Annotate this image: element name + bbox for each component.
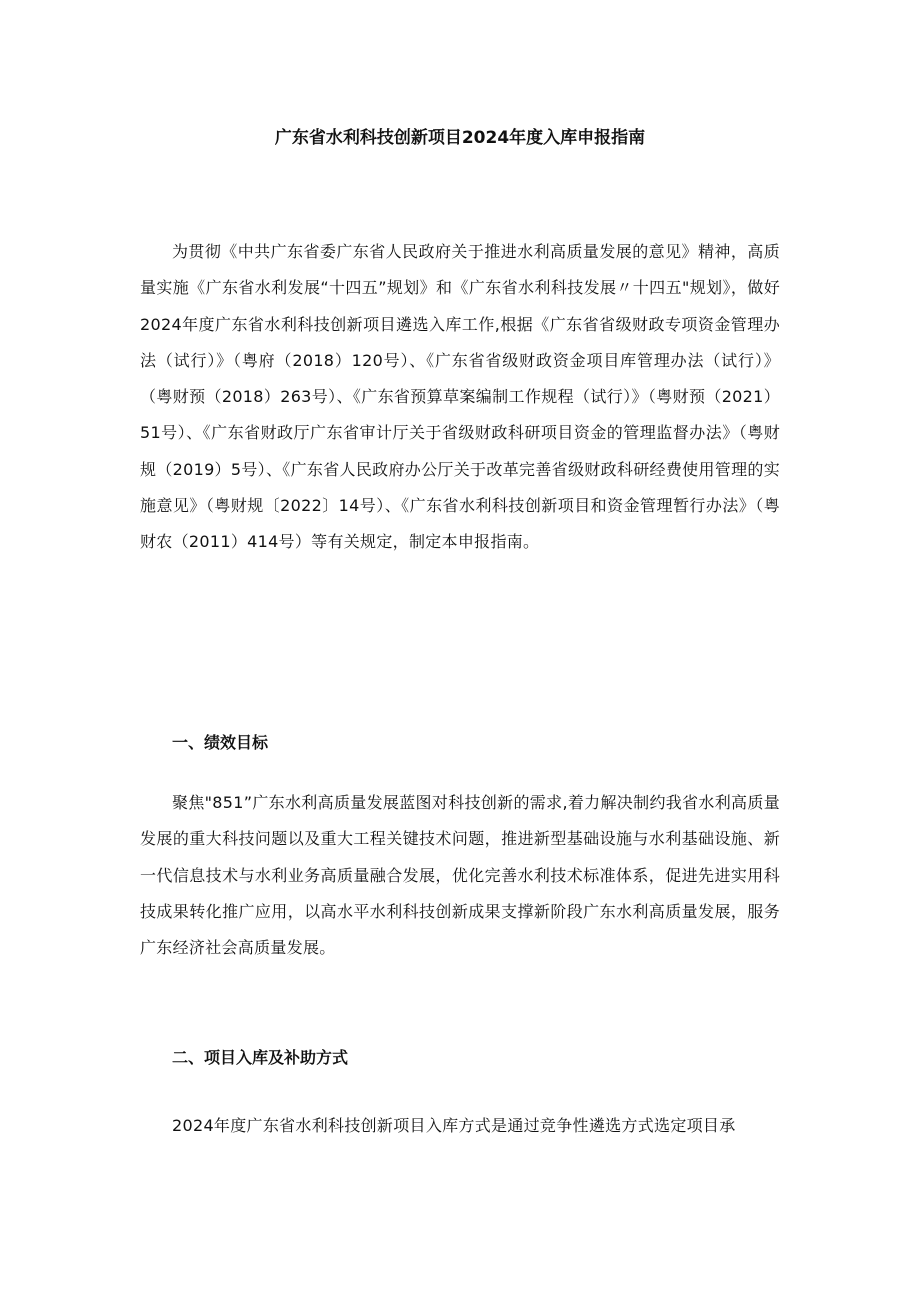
section-heading-project-entry: 二、项目入库及补助方式: [172, 1048, 349, 1067]
project-entry-paragraph: 2024年度广东省水利科技创新项目入库方式是通过竞争性遴选方式选定项目承: [172, 1116, 736, 1135]
document-title: 广东省水利科技创新项目2024年度入库申报指南: [274, 128, 646, 148]
performance-goals-paragraph: 聚焦"851”广东水利高质量发展蓝图对科技创新的需求,着力解决制约我省水利高质量发展的重大科技问题以及重大工程关键技术问题，推进新型基础设施与水利基础设施、新一代信息技术与水利业务高质量融合发展，优化完善水利技术标准体系，促进先进实用科技成果转化推广应用，以高水平水利科技创新成果支撑新阶段广东水利高质量发展，服务广东经济社会高质量发展。: [140, 793, 780, 958]
section-heading-performance-goals: 一、绩效目标: [172, 733, 269, 752]
intro-paragraph: 为贯彻《中共广东省委广东省人民政府关于推进水利高质量发展的意见》精神，高质量实施《广东省水利发展“十四五”规划》和《广东省水利科技发展〃十四五"规划》，做好2024年度广东省水利科技创新项目遴选入库工作,根据《广东省省级财政专项资金管理办法（试行）》（粤府（2018）120号）、《广东省省级财政资金项目库管理办法（试行）》（粤财预（2018）263号）、《广东省预算草案编制工作规程（试行）》（粤财预（2021）51号）、《广东省财政厅广东省审计厅关于省级财政科研项目资金的管理监督办法》（粤财规（2019）5号）、《广东省人民政府办公厅关于改革完善省级财政科研经费使用管理的实施意见》（粤财规〔2022〕14号）、《广东省水利科技创新项目和资金管理暂行办法》（粤财农（2011）414号）等有关规定，制定本申报指南。: [140, 242, 780, 552]
